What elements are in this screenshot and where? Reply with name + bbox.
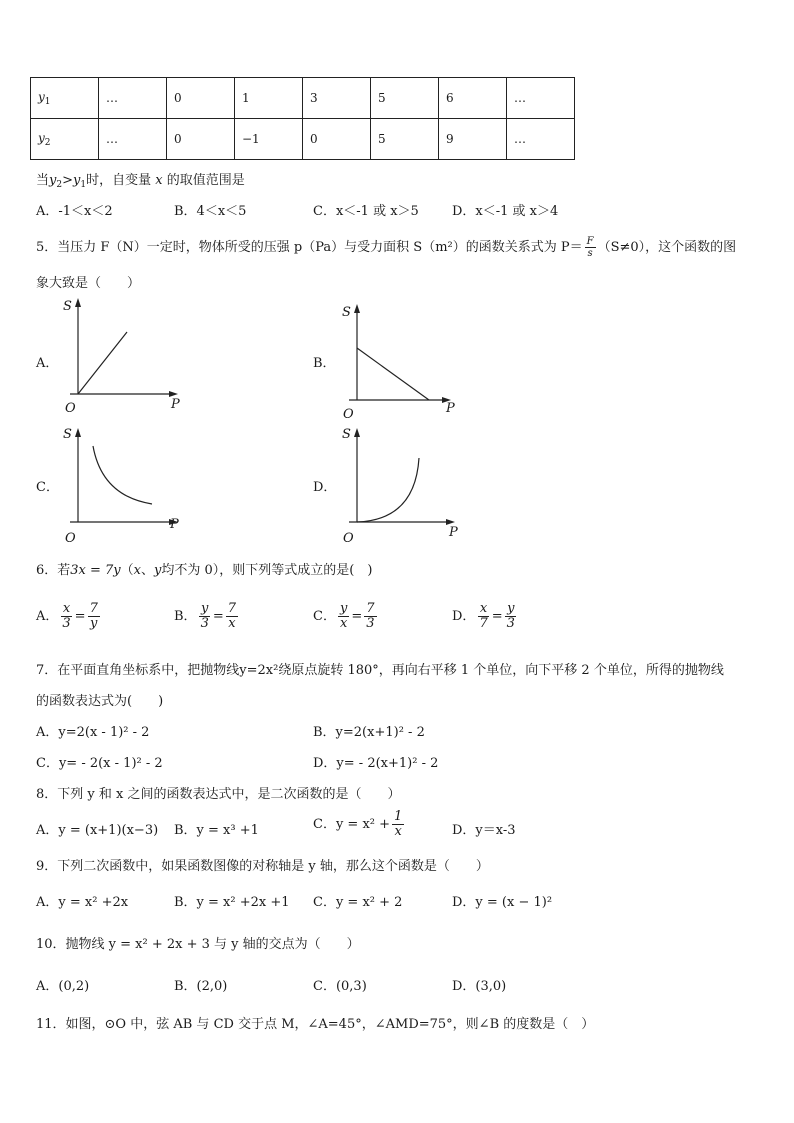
table-cell: 9 [439,119,507,160]
svg-text:S: S [63,299,72,314]
q4-option-d: D．x＜-1 或 x＞4 [452,204,559,219]
svg-text:O: O [343,531,354,546]
q6-option-c: C． $\frac{y}{x}$ = $\frac{7}{3}$ [313,601,375,631]
q9-option-d: D．y = (x − 1)² [452,895,553,910]
q6-option-a: A． $\frac{x}{3}$ = $\frac{7}{y}$ [36,601,98,631]
q4-option-a: A．-1＜x＜2 [36,204,113,219]
y-axis-arrow-icon [354,304,360,313]
table-cell: … [99,78,167,119]
table-row: $y_2$ … 0 −1 0 5 9 … [31,119,575,160]
graph-d [337,424,467,546]
q9-option-a: A．y = x² +2x [36,895,129,910]
q5-stem: 5．当压力 F（N）一定时，物体所受的压强 p（Pa）与受力面积 S（m²）的函数关系式为 P＝ $\frac{F}{s}$ （S≠0），这个函数的图 [36,236,737,259]
table-cell: 0 [303,119,371,160]
q10-option-b: B．(2,0) [174,979,228,994]
table-cell: … [507,78,575,119]
q8-option-d: D．y＝x-3 [452,823,516,838]
svg-text:O: O [65,401,76,416]
table-cell: 5 [371,78,439,119]
graph-b [337,300,467,422]
table-cell: … [507,119,575,160]
q7-option-c: C．y= - 2(x - 1)² - 2 [36,756,163,771]
q5-option-b-label: B． [313,356,336,371]
q5-option-c-label: C． [36,480,59,495]
q7-option-b: B．y=2(x+1)² - 2 [313,725,425,740]
q4-option-b: B．4＜x＜5 [174,204,247,219]
q9-option-b: B．y = x² +2x +1 [174,895,290,910]
q6-option-d: D． $\frac{x}{7}$ = $\frac{y}{3}$ [452,601,515,631]
svg-text:P: P [446,401,455,416]
q5-fraction: $\frac{F}{s}$ [586,236,594,259]
q8-option-b: B．y = x³ +1 [174,823,259,838]
q7-option-a: A．y=2(x - 1)² - 2 [36,725,150,740]
y-axis-arrow-icon [75,298,81,307]
table-row: $y_1$ … 0 1 3 5 6 … [31,78,575,119]
q5-option-d-label: D． [313,480,337,495]
graph-line [357,348,429,400]
table-cell: 0 [167,78,235,119]
svg-text:S: S [342,427,351,442]
svg-text:P: P [170,517,179,532]
y-axis-arrow-icon [354,428,360,437]
table-cell: 0 [167,119,235,160]
table-cell: … [99,119,167,160]
table-cell: −1 [235,119,303,160]
svg-text:P: P [171,397,180,412]
q5-stem-line2: 象大致是（ ） [36,276,141,291]
q5-option-a-label: A． [36,356,59,371]
graph-line [78,332,127,394]
q8-option-a: A．y = (x+1)(x−3) [36,823,159,838]
graph-c [60,424,190,546]
table-cell: 5 [371,119,439,160]
q10-option-a: A．(0,2) [36,979,90,994]
y-axis-arrow-icon [75,428,81,437]
q9-option-c: C．y = x² + 2 [313,895,403,910]
svg-text:S: S [63,427,72,442]
q7-option-d: D．y= - 2(x+1)² - 2 [313,756,439,771]
q8-option-c: C．y = x² + $\frac{1}{x}$ [313,809,403,839]
q10-option-d: D．(3,0) [452,979,507,994]
table-cell: 6 [439,78,507,119]
svg-text:O: O [65,531,76,546]
table-cell: 1 [235,78,303,119]
svg-text:P: P [449,525,458,540]
table-cell: 3 [303,78,371,119]
graph-curve [357,458,419,522]
q7-stem-line2: 的函数表达式为( ) [36,694,164,709]
graph-curve [93,446,152,504]
q10-stem: 10．抛物线 y = x² + 2x + 3 与 y 轴的交点为（ ） [36,937,360,952]
q6-stem: 6．若3x = 7y（x、y均不为 0），则下列等式成立的是( ) [36,563,373,578]
q4-stem: 当$y_2>y_1$时，自变量 x 的取值范围是 [36,173,245,190]
q8-stem: 8．下列 y 和 x 之间的函数表达式中，是二次函数的是（ ） [36,787,401,802]
q9-stem: 9．下列二次函数中，如果函数图像的对称轴是 y 轴，那么这个函数是（ ） [36,859,489,874]
svg-text:S: S [342,305,351,320]
svg-text:O: O [343,407,354,422]
q4-option-c: C．x＜-1 或 x＞5 [313,204,419,219]
q11-stem: 11．如图，⊙O 中，弦 AB 与 CD 交于点 M，∠A=45°，∠AMD=75°，则∠B 的度数是（ ） [36,1017,595,1032]
q7-stem: 7．在平面直角坐标系中，把抛物线y=2x²绕原点旋转 180°，再向右平移 1 个单位，向下平移 2 个单位，所得的抛物线 [36,663,724,678]
graph-a [60,294,190,416]
q10-option-c: C．(0,3) [313,979,367,994]
value-table [30,77,575,160]
q6-option-b: B． $\frac{y}{3}$ = $\frac{7}{x}$ [174,601,237,631]
